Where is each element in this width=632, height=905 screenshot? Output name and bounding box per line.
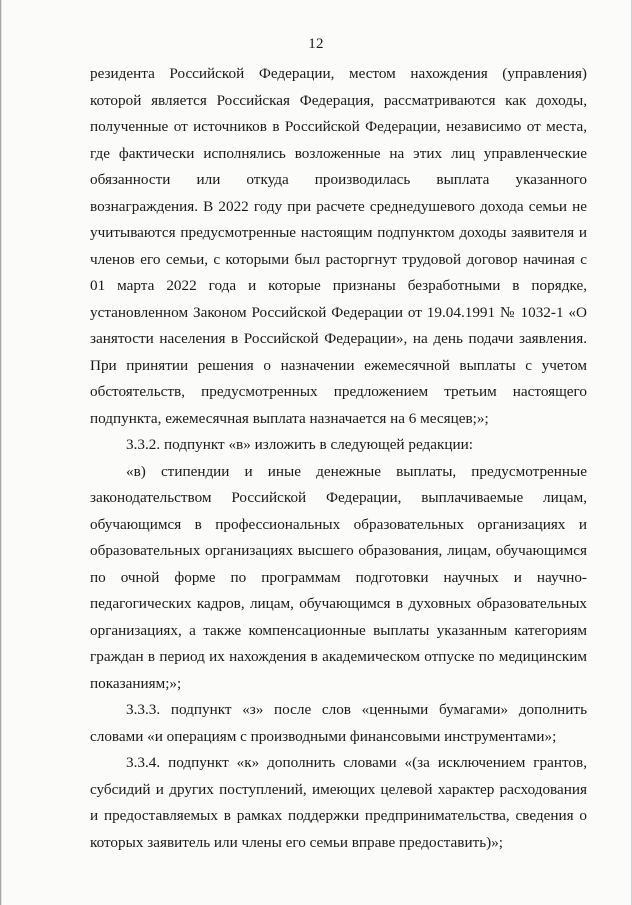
paragraph-3-3-4: 3.3.4. подпункт «к» дополнить словами «(за исключением грантов, субсидий и других поступлений, имеющих целевой характер расходования и предоставляемых в рамках поддержки предпринимательства, сведения о которых заявитель или члены его семьи вправе предоставить)»; — [90, 754, 587, 851]
paragraph-subitem-v: «в) стипендии и иные денежные выплаты, предусмотренные законодательством Российской Федерации, выплачиваемые лицам, обучающимся в профессиональных образовательных организациях и образовательных организациях высшего образования, лицам, обучающимся по очной форме по программам подготовки научных и научно-педагогических кадров, лицам, обучающимся в духовных образовательных организациях, а также компенсационные выплаты указанным категориям граждан в период их нахождения в академическом отпуске по медицинским показаниям;»; — [90, 462, 587, 692]
page-number: 12 — [308, 36, 324, 52]
paragraph-continuation: резидента Российской Федерации, местом нахождения (управления) которой является Российская Федерация, рассматриваются как доходы, полученные от источников в Российской Федерации, независимо от места, где фактически исполнялись возложенные на этих лиц управленческие обязанности или откуда производилась выплата указанного вознаграждения. В 2022 году при расчете среднедушевого дохода семьи не учитываются предусмотренные настоящим подпунктом доходы заявителя и членов его семьи, с которыми был расторгнут трудовой договор начиная с 01 марта 2022 года и которые признаны безработными в порядке, установленном Законом Российской Федерации от 19.04.1991 № 1032-1 «О занятости населения в Российской Федерации», на день подачи заявления. При принятии решения о назначении ежемесячной выплаты с учетом обстоятельств, предусмотренных предложением третьим настоящего подпункта, ежемесячная выплата назначается на 6 месяцев;»; — [90, 65, 587, 427]
paragraph-3-3-3: 3.3.3. подпункт «з» после слов «ценными бумагами» дополнить словами «и операциям с производными финансовыми инструментами»; — [90, 701, 587, 745]
paragraph-3-3-2: 3.3.2. подпункт «в» изложить в следующей редакции: — [126, 436, 473, 453]
scan-left-edge — [0, 0, 2, 905]
document-body — [90, 61, 587, 856]
